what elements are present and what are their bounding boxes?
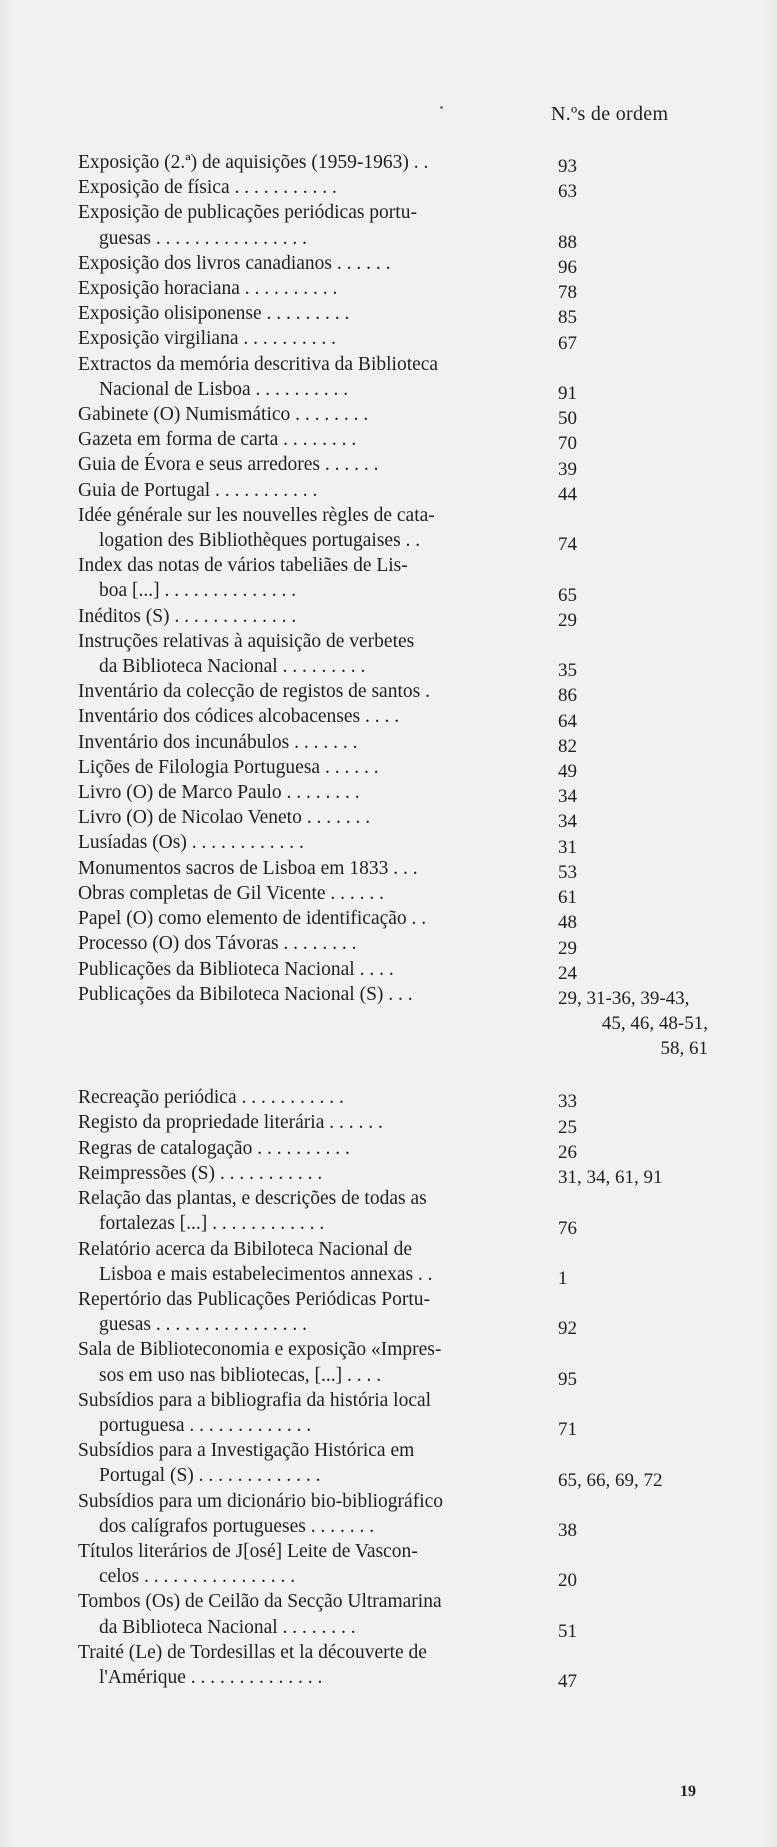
order-number-text: 78 [558, 282, 577, 304]
order-number-text: 35 [558, 660, 577, 682]
order-number-continuation-row [0, 1032, 777, 1060]
order-number-continuation: 45, 46, 48-51, [601, 1013, 708, 1035]
order-number-text: 20 [558, 1570, 577, 1592]
entry-title [80, 1136, 515, 1161]
entry-title-line: Publicações da Bibiloteca Nacional (S) . . . [78, 983, 413, 1005]
entry-title-continuation: sos em uso nas bibliotecas, [...] . . . . [99, 1364, 382, 1386]
index-entry [0, 957, 777, 982]
index-entry [0, 1388, 777, 1441]
entry-title-line: Obras completas de Gil Vicente . . . . . . [78, 882, 385, 904]
order-number-text: 31 [558, 836, 577, 858]
entry-title [80, 276, 515, 301]
entry-title-line: Repertório das Publicações Periódicas Portu- [78, 1288, 430, 1310]
order-number-text: 49 [558, 761, 577, 783]
entry-title [80, 1388, 515, 1438]
entry-title-continuation: Nacional de Lisboa . . . . . . . . . . [99, 378, 349, 400]
order-number-text: 82 [558, 735, 577, 757]
index-entry [0, 352, 777, 405]
index-entry [0, 1640, 777, 1693]
entry-title [80, 629, 515, 679]
order-number-text: 93 [558, 156, 577, 178]
entry-title-continuation: da Biblioteca Nacional . . . . . . . . . [99, 656, 366, 678]
entry-title-line: Monumentos sacros de Lisboa em 1833 . . . [78, 857, 418, 879]
entry-title [80, 352, 515, 402]
index-entry [0, 1161, 777, 1189]
entry-title-line: Publicações da Biblioteca Nacional . . . . [78, 958, 394, 980]
order-number-text: 34 [558, 811, 577, 833]
order-number-text: 33 [558, 1091, 577, 1113]
order-number-text: 34 [558, 786, 577, 808]
index-entry [0, 1186, 777, 1239]
entry-title [80, 1337, 515, 1387]
index-entry [0, 452, 777, 480]
order-number-text: 26 [558, 1141, 577, 1163]
entry-title-line: Reimpressões (S) . . . . . . . . . . . [78, 1162, 323, 1184]
entry-title [80, 478, 515, 503]
order-number-text: 24 [558, 962, 577, 984]
entry-title [80, 982, 515, 1007]
order-number-text: 86 [558, 685, 577, 707]
order-number-text: 95 [558, 1368, 577, 1390]
index-entry [0, 1438, 777, 1491]
order-number-text: 47 [558, 1671, 577, 1693]
entry-title [80, 805, 515, 830]
entry-title-line: Subsídios para um dicionário bio-bibliográfico [78, 1490, 444, 1512]
index-entry [0, 881, 777, 909]
order-number-text: 71 [558, 1419, 577, 1441]
index-entry [0, 931, 777, 959]
index-entry [0, 906, 777, 934]
entry-title-continuation: fortalezas [...] . . . . . . . . . . . . [99, 1213, 325, 1235]
entry-title [80, 1085, 515, 1110]
entry-title-line: Exposição olisiponense . . . . . . . . . [78, 303, 350, 325]
entry-title-continuation: da Biblioteca Nacional . . . . . . . . [99, 1616, 356, 1638]
entry-title-line: Inventário dos incunábulos . . . . . . . [78, 731, 358, 753]
order-number-text: 25 [558, 1116, 577, 1138]
order-number-text: 70 [558, 433, 577, 455]
entry-title-continuation: celos . . . . . . . . . . . . . . . . [99, 1566, 296, 1588]
index-entry [0, 553, 777, 606]
entry-title [80, 402, 515, 427]
entry-title [80, 856, 515, 881]
entry-title [80, 906, 515, 931]
index-entry [0, 1237, 777, 1287]
index-entry [0, 604, 777, 629]
order-number-text: 29 [558, 937, 577, 959]
entry-title-line: Guia de Portugal . . . . . . . . . . . [78, 479, 318, 501]
index-entry [0, 1287, 777, 1340]
index-entry [0, 150, 777, 178]
order-number-text: 44 [558, 483, 577, 505]
order-number-text: 76 [558, 1217, 577, 1239]
index-entry [0, 402, 777, 430]
entry-title [80, 1161, 515, 1186]
index-entry [0, 251, 777, 279]
entry-title [80, 704, 515, 729]
entry-title-continuation: Lisboa e mais estabelecimentos annexas . . [99, 1263, 433, 1285]
entry-title [80, 1539, 515, 1589]
entry-title [80, 604, 515, 629]
index-entry [0, 1489, 777, 1539]
entry-title-line: Exposição horaciana . . . . . . . . . . [78, 278, 338, 300]
entry-title [80, 1237, 515, 1287]
entry-title [80, 503, 515, 553]
order-number-text: 65 [558, 584, 577, 606]
order-number-text: 29 [558, 609, 577, 631]
entry-title [80, 553, 515, 603]
entry-title [80, 1186, 515, 1236]
entry-title-line: Subsídios para a Investigação Histórica em [78, 1440, 415, 1462]
index-entry [0, 629, 777, 682]
index-entry [0, 478, 777, 503]
index-entry [0, 301, 777, 329]
entry-title [80, 881, 515, 906]
entry-title-line: Gabinete (O) Numismático . . . . . . . . [78, 404, 369, 426]
entry-title-line: Inventário dos códices alcobacenses . . . . [78, 706, 400, 728]
order-number-text: 63 [558, 181, 577, 203]
entry-title-line: Exposição virgiliana . . . . . . . . . . [78, 328, 336, 350]
column-header: N.ºs de ordem [551, 103, 669, 125]
order-number-text: 1 [558, 1267, 568, 1289]
entry-title [80, 931, 515, 956]
entry-title-line: Processo (O) dos Távoras . . . . . . . . [78, 933, 357, 955]
order-number-continuation: 58, 61 [660, 1038, 708, 1060]
entry-title-line: Subsídios para a bibliografia da história local [78, 1389, 432, 1411]
order-number-text: 91 [558, 383, 577, 405]
entry-title-continuation: guesas . . . . . . . . . . . . . . . . [99, 227, 307, 249]
entry-title [80, 200, 515, 250]
entry-title-line: Extractos da memória descritiva da Biblioteca [78, 353, 439, 375]
index-entry [0, 780, 777, 808]
entry-order-number [558, 1669, 758, 1694]
order-number-text: 29, 31-36, 39-43, [558, 987, 690, 1009]
index-entry [0, 1337, 777, 1390]
index-entry [0, 503, 777, 556]
entry-title [80, 150, 515, 175]
entry-title-line: Regras de catalogação . . . . . . . . . . [78, 1137, 350, 1159]
entry-title-line: Relação das plantas, e descrições de todas as [78, 1188, 427, 1210]
order-number-text: 65, 66, 69, 72 [558, 1469, 663, 1491]
entry-title [80, 755, 515, 780]
entry-title [80, 175, 515, 200]
section-gap [0, 1057, 777, 1085]
order-number-text: 74 [558, 534, 577, 556]
index-entry [0, 1539, 777, 1592]
index-entry [0, 326, 777, 354]
speck-mark [440, 106, 443, 109]
index-entry [0, 730, 777, 755]
index-entry [0, 1085, 777, 1113]
order-number-text: 88 [558, 231, 577, 253]
entry-title-line: Inéditos (S) . . . . . . . . . . . . . [78, 605, 297, 627]
title-index [0, 150, 777, 1693]
order-number-text: 48 [558, 912, 577, 934]
entry-title-line: Lusíadas (Os) . . . . . . . . . . . . [78, 832, 304, 854]
order-number-text: 39 [558, 458, 577, 480]
entry-title [80, 679, 515, 704]
entry-title-line: Traité (Le) de Tordesillas et la découverte de [78, 1641, 427, 1663]
entry-title [80, 1489, 515, 1539]
order-number-continuation-row [0, 1007, 777, 1035]
page-number: 19 [680, 1783, 696, 1800]
entry-title-continuation: portuguesa . . . . . . . . . . . . . [99, 1414, 312, 1436]
index-entry [0, 1136, 777, 1161]
entry-title-line: Exposição de física . . . . . . . . . . . [78, 177, 337, 199]
entry-title-line: Guia de Évora e seus arredores . . . . . . [78, 454, 379, 476]
entry-title-line: Livro (O) de Marco Paulo . . . . . . . . [78, 782, 360, 804]
entry-title-line: Títulos literários de J[osé] Leite de Vascon- [78, 1540, 418, 1562]
entry-title [80, 957, 515, 982]
index-entry [0, 1110, 777, 1138]
index-entry [0, 175, 777, 203]
entry-title-line: Instruções relativas à aquisição de verbetes [78, 630, 415, 652]
entry-title [80, 780, 515, 805]
entry-title [80, 1589, 515, 1639]
entry-title-line: Index das notas de vários tabeliães de Lis- [78, 555, 408, 577]
entry-title-line: Exposição (2.ª) de aquisições (1959-1963) . . [78, 152, 429, 173]
order-number-text: 92 [558, 1318, 577, 1340]
index-entry [0, 427, 777, 455]
order-number-text: 85 [558, 307, 577, 329]
order-number-text: 96 [558, 257, 577, 279]
entry-title-line: Idée générale sur les nouvelles règles de cata- [78, 504, 435, 526]
entry-title [80, 251, 515, 276]
entry-title-line: Exposição dos livros canadianos . . . . . . [78, 252, 391, 274]
index-entry [0, 1589, 777, 1642]
entry-title [80, 1438, 515, 1488]
order-number-text: 64 [558, 710, 577, 732]
entry-title-line: Lições de Filologia Portuguesa . . . . . . [78, 756, 379, 778]
entry-title-line: Tombos (Os) de Ceilão da Secção Ultramarina [78, 1591, 442, 1613]
index-entry [0, 704, 777, 732]
order-number-text: 51 [558, 1620, 577, 1642]
order-number-text: 61 [558, 887, 577, 909]
entry-title-line: Registo da propriedade literária . . . . . . [78, 1112, 383, 1134]
entry-title [80, 452, 515, 477]
entry-title-line: Papel (O) como elemento de identificação . . [78, 908, 427, 930]
index-entry [0, 755, 777, 783]
entry-title [80, 427, 515, 452]
entry-title-continuation: Portugal (S) . . . . . . . . . . . . . [99, 1465, 321, 1487]
entry-title-line: Recreação periódica . . . . . . . . . . . [78, 1087, 344, 1109]
index-entry [0, 805, 777, 833]
entry-title-continuation: guesas . . . . . . . . . . . . . . . . [99, 1314, 307, 1336]
index-entry [0, 679, 777, 707]
order-number-text: 67 [558, 332, 577, 354]
index-entry [0, 276, 777, 304]
entry-title-line: Exposição de publicações periódicas portu- [78, 202, 417, 224]
order-number-text: 38 [558, 1519, 577, 1541]
entry-title-continuation: l'Amérique . . . . . . . . . . . . . . [99, 1666, 323, 1688]
entry-title-line: Sala de Biblioteconomia e exposição «Impres- [78, 1339, 442, 1361]
entry-title [80, 1640, 515, 1690]
entry-title-continuation: boa [...] . . . . . . . . . . . . . . [99, 580, 297, 602]
entry-title-continuation: dos calígrafos portugueses . . . . . . . [99, 1515, 375, 1537]
entry-title [80, 1110, 515, 1135]
entry-title-line: Gazeta em forma de carta . . . . . . . . [78, 429, 357, 451]
entry-title [80, 1287, 515, 1337]
index-entry [0, 982, 777, 1007]
entry-title [80, 301, 515, 326]
index-entry [0, 830, 777, 858]
index-entry [0, 856, 777, 881]
entry-title-continuation: logation des Bibliothèques portugaises . . [99, 530, 421, 552]
order-number-text: 53 [558, 861, 577, 883]
entry-title-line: Livro (O) de Nicolao Veneto . . . . . . . [78, 807, 371, 829]
entry-title [80, 326, 515, 351]
order-number-text: 31, 34, 61, 91 [558, 1167, 663, 1189]
index-entry [0, 200, 777, 253]
entry-title [80, 730, 515, 755]
entry-title-line: Inventário da colecção de registos de santos . [78, 681, 430, 703]
order-number-text: 50 [558, 408, 577, 430]
entry-title [80, 830, 515, 855]
entry-title-line: Relatório acerca da Bibiloteca Nacional de [78, 1238, 413, 1260]
